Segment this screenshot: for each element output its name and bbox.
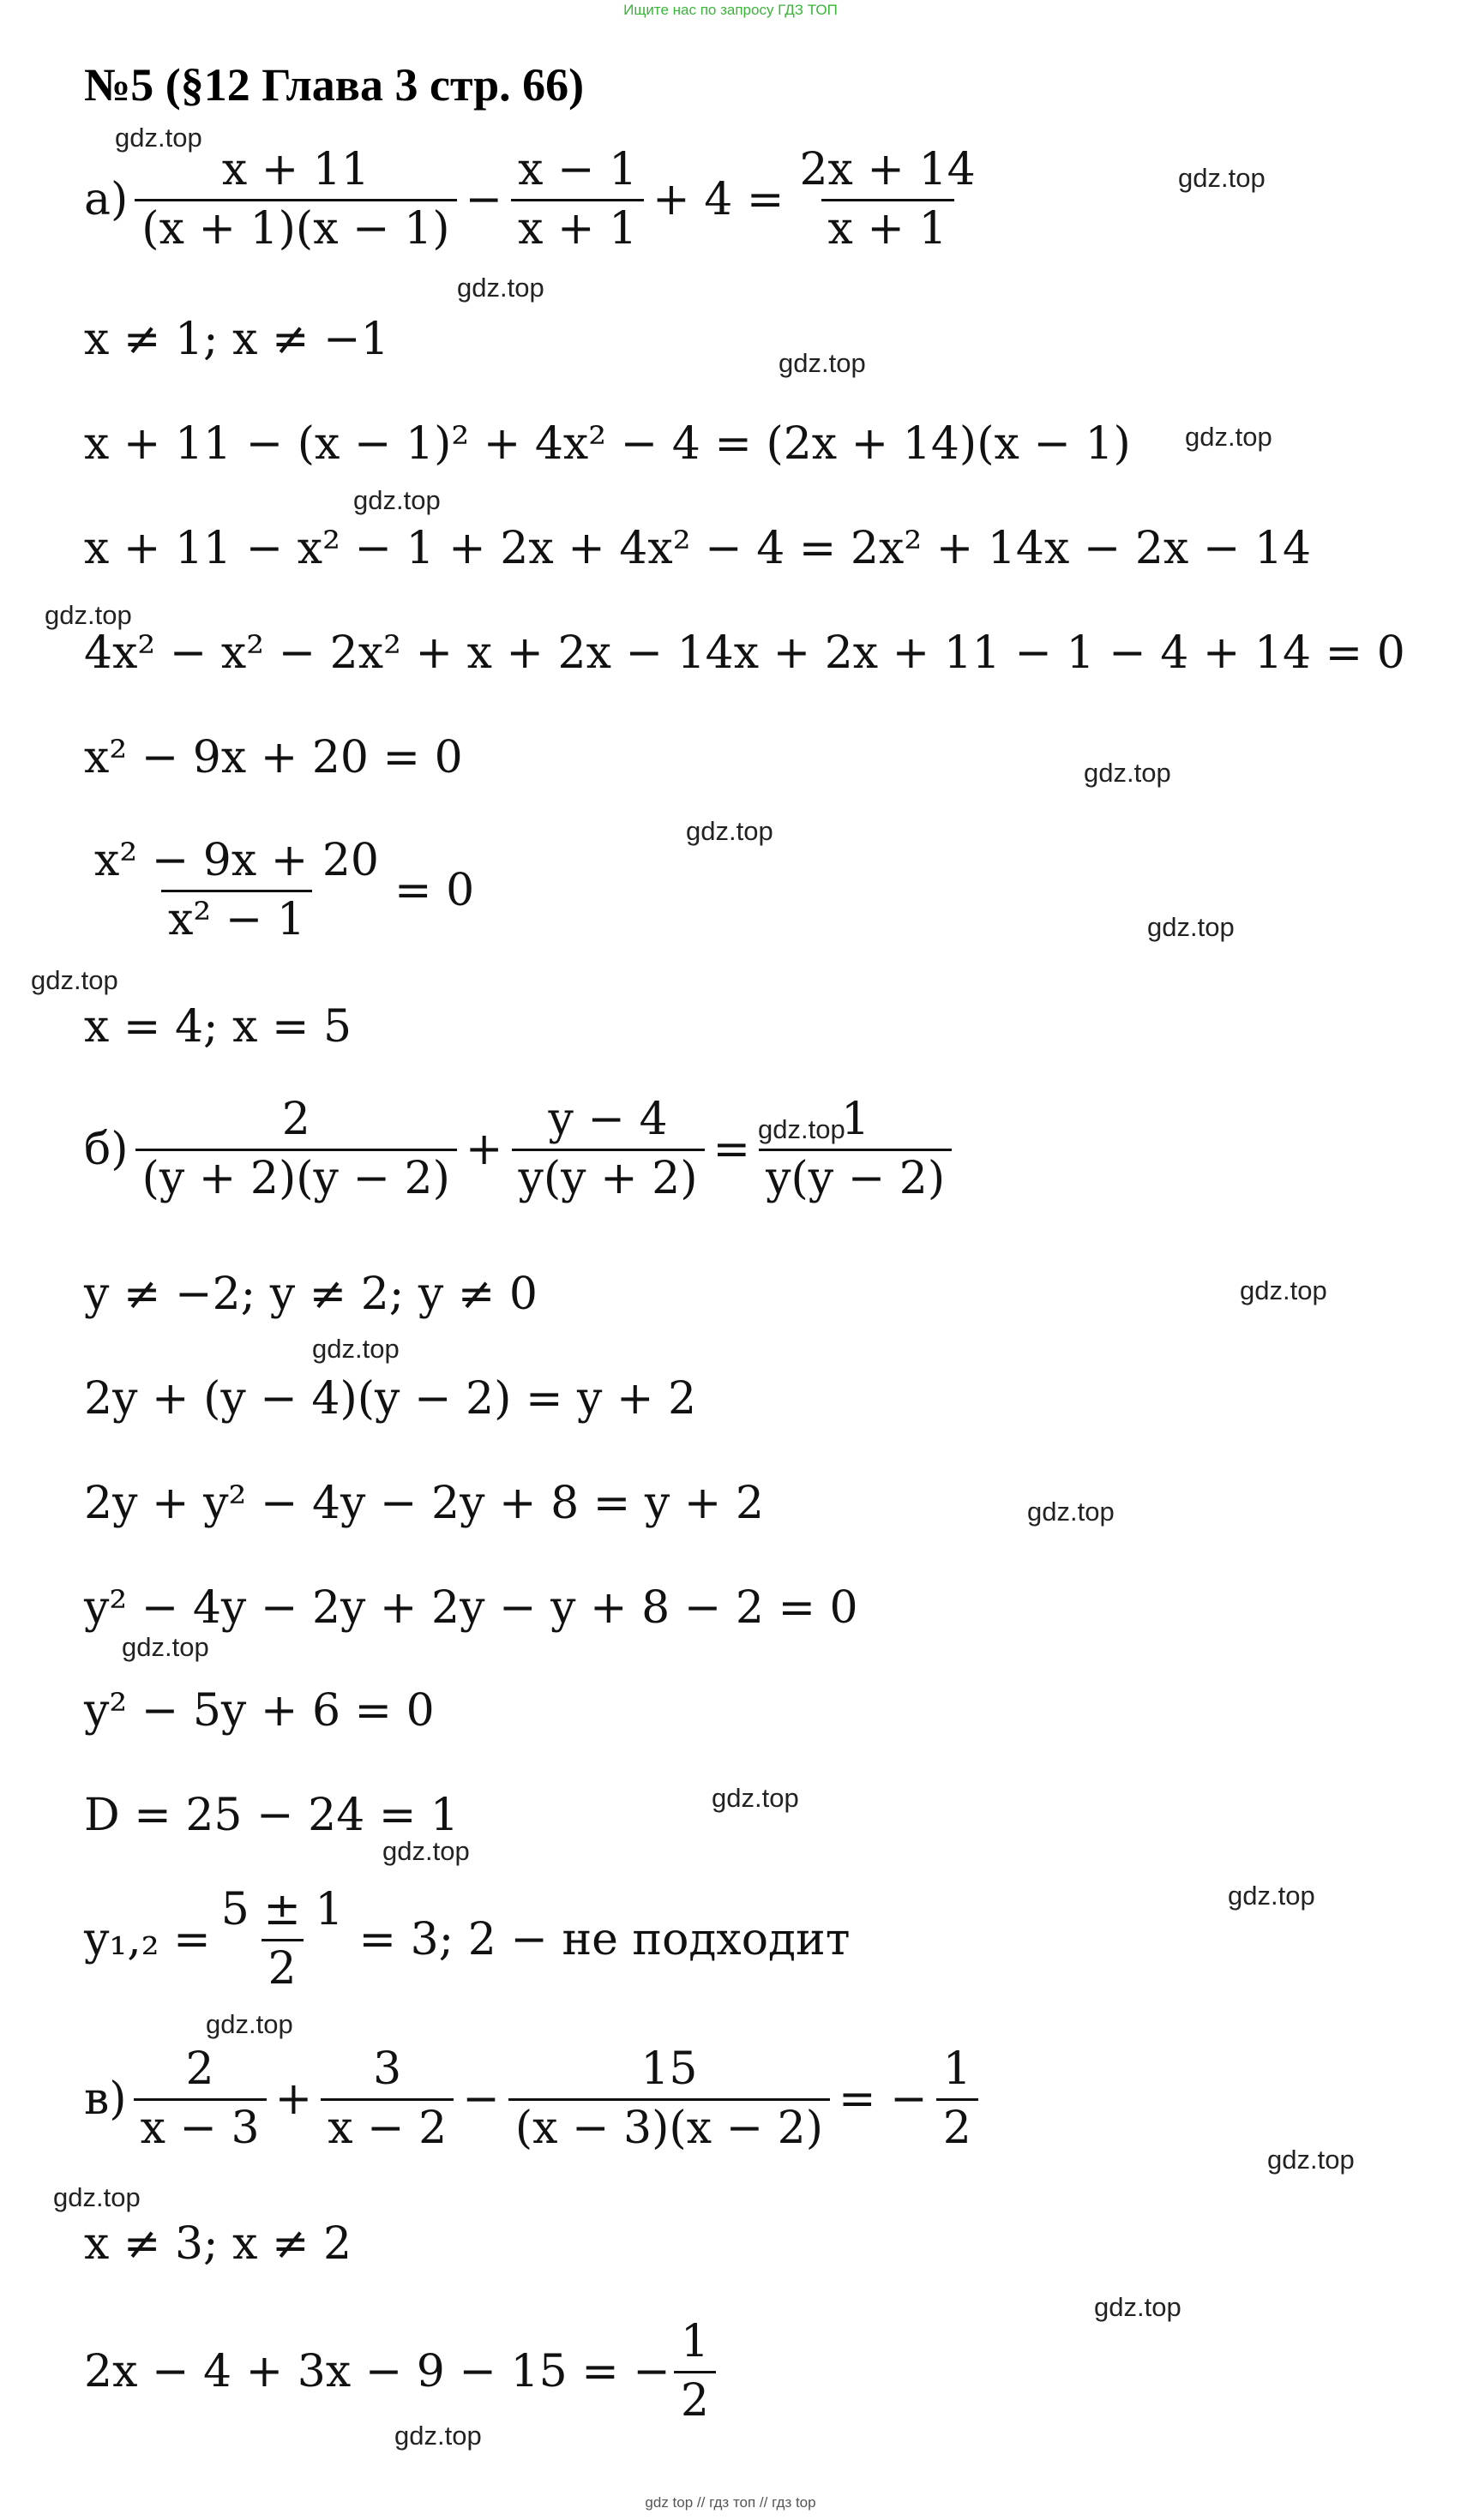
watermark: gdz.top [1094, 2292, 1181, 2322]
part-a-plus4: + 4 = [652, 173, 785, 225]
part-b-equation [84, 1094, 955, 1204]
part-b-roots [84, 1884, 855, 1995]
watermark: gdz.top [1185, 422, 1272, 452]
part-a-domain: x ≠ 1; x ≠ −1 [84, 314, 389, 365]
part-v-minus: − [462, 2073, 500, 2125]
part-a-frac2 [511, 144, 644, 255]
watermark: gdz.top [758, 1114, 845, 1144]
part-v-step1-num: 1 [680, 2316, 709, 2367]
part-v-frac2-den: x − 2 [321, 2098, 454, 2154]
watermark: gdz.top [394, 2421, 482, 2451]
part-b-roots-rhs: = 3; 2 − не подходит [358, 1913, 851, 1965]
part-a-frac1-num: x + 11 [221, 144, 370, 195]
part-v-step1-text: 2x − 4 + 3x − 9 − 15 = − [84, 2345, 670, 2397]
part-b-label: б) [84, 1123, 129, 1175]
watermark: gdz.top [686, 816, 773, 846]
watermark: gdz.top [353, 485, 441, 515]
part-a-frac2-den: x + 1 [511, 199, 644, 255]
part-a-fraction-eq [84, 835, 479, 945]
watermark: gdz.top [45, 600, 132, 630]
part-b-discriminant: D = 25 − 24 = 1 [84, 1790, 459, 1841]
watermark: gdz.top [1267, 2145, 1355, 2175]
part-b-eq: = [712, 1123, 751, 1175]
part-b-frac2-den: y(y + 2) [512, 1149, 705, 1204]
part-v-equation [84, 2043, 982, 2154]
part-b-roots-lhs: y₁,₂ = [84, 1913, 211, 1965]
part-v-frac4-den: 2 [936, 2098, 978, 2154]
part-a-frac3-num: 2x + 14 [799, 144, 976, 195]
part-a-frac4 [87, 835, 386, 945]
watermark: gdz.top [206, 2009, 293, 2039]
part-a-minus: − [465, 173, 503, 225]
part-v-plus: + [274, 2073, 313, 2125]
watermark: gdz.top [312, 1334, 400, 1364]
part-a-frac1-den: (x + 1)(x − 1) [135, 199, 456, 255]
part-a-step3: 4x² − x² − 2x² + x + 2x − 14x + 2x + 11 − 1 − 4 + 14 = 0 [84, 627, 1405, 679]
watermark: gdz.top [1084, 758, 1171, 788]
part-b-plus: + [465, 1123, 503, 1175]
watermark: gdz.top [382, 1836, 470, 1866]
part-a-frac3-den: x + 1 [821, 199, 954, 255]
part-v-frac4-num: 1 [942, 2043, 971, 2095]
part-a-label: а) [84, 173, 129, 225]
page-title: №5 (§12 Глава 3 стр. 66) [84, 59, 585, 111]
top-banner: Ищите нас по запросу ГДЗ ТОП [623, 2, 838, 18]
part-a-frac4-num: x² − 9x + 20 [94, 835, 380, 886]
part-a-frac4-rhs: = 0 [394, 864, 475, 916]
part-v-eq: = − [839, 2073, 928, 2125]
part-b-frac3-den: y(y − 2) [759, 1149, 952, 1204]
watermark: gdz.top [122, 1632, 209, 1662]
part-b-frac3-num: 1 [841, 1094, 870, 1145]
part-b-roots-den: 2 [262, 1939, 304, 1995]
part-v-frac2-num: 3 [373, 2043, 402, 2095]
footer: gdz top // гдз топ // гдз top [645, 2494, 816, 2511]
part-b-frac2-num: y − 4 [548, 1094, 668, 1145]
part-b-frac2 [512, 1094, 705, 1204]
part-v-domain: x ≠ 3; x ≠ 2 [84, 2218, 352, 2270]
part-a-frac1 [135, 144, 456, 255]
part-b-step3: y² − 4y − 2y + 2y − y + 8 − 2 = 0 [84, 1582, 858, 1634]
part-b-step4: y² − 5y + 6 = 0 [84, 1685, 435, 1737]
part-v-frac3-num: 15 [640, 2043, 698, 2095]
watermark: gdz.top [53, 2182, 141, 2212]
part-a-equation [84, 144, 986, 255]
watermark: gdz.top [712, 1783, 799, 1813]
part-b-frac1-num: 2 [281, 1094, 310, 1145]
part-b-frac3 [759, 1094, 952, 1204]
part-v-frac1-num: 2 [185, 2043, 214, 2095]
watermark: gdz.top [31, 965, 118, 995]
part-b-roots-frac [214, 1884, 351, 1995]
part-v-frac2 [321, 2043, 454, 2154]
watermark: gdz.top [1147, 912, 1235, 942]
part-v-step1-frac [674, 2316, 716, 2427]
watermark: gdz.top [1228, 1881, 1315, 1911]
part-b-domain: y ≠ −2; y ≠ 2; y ≠ 0 [84, 1269, 538, 1320]
part-b-step2: 2y + y² − 4y − 2y + 8 = y + 2 [84, 1478, 764, 1529]
part-v-frac3 [508, 2043, 830, 2154]
watermark: gdz.top [1178, 163, 1266, 193]
part-v-label: в) [84, 2073, 127, 2125]
part-v-frac4 [936, 2043, 978, 2154]
part-a-step4: x² − 9x + 20 = 0 [84, 732, 463, 783]
part-v-frac1 [134, 2043, 267, 2154]
part-v-frac3-den: (x − 3)(x − 2) [508, 2098, 830, 2154]
part-v-frac1-den: x − 3 [134, 2098, 267, 2154]
part-b-step1: 2y + (y − 4)(y − 2) = y + 2 [84, 1373, 697, 1425]
part-b-frac1-den: (y + 2)(y − 2) [135, 1149, 457, 1204]
watermark: gdz.top [1027, 1497, 1115, 1527]
part-a-frac4-den: x² − 1 [161, 890, 312, 945]
part-b-frac1 [135, 1094, 457, 1204]
part-a-step2: x + 11 − x² − 1 + 2x + 4x² − 4 = 2x² + 14x − 2x − 14 [84, 523, 1312, 574]
part-a-step1: x + 11 − (x − 1)² + 4x² − 4 = (2x + 14)(x − 1) [84, 418, 1131, 470]
part-v-step1 [84, 2316, 719, 2427]
watermark: gdz.top [457, 273, 544, 303]
watermark: gdz.top [115, 123, 202, 153]
part-b-roots-num: 5 ± 1 [220, 1884, 344, 1935]
part-a-answer: x = 4; x = 5 [84, 1001, 352, 1053]
part-v-step1-den: 2 [674, 2371, 716, 2427]
watermark: gdz.top [1240, 1275, 1327, 1305]
watermark: gdz.top [779, 348, 866, 378]
part-a-frac2-num: x − 1 [518, 144, 638, 195]
part-a-frac3 [792, 144, 982, 255]
